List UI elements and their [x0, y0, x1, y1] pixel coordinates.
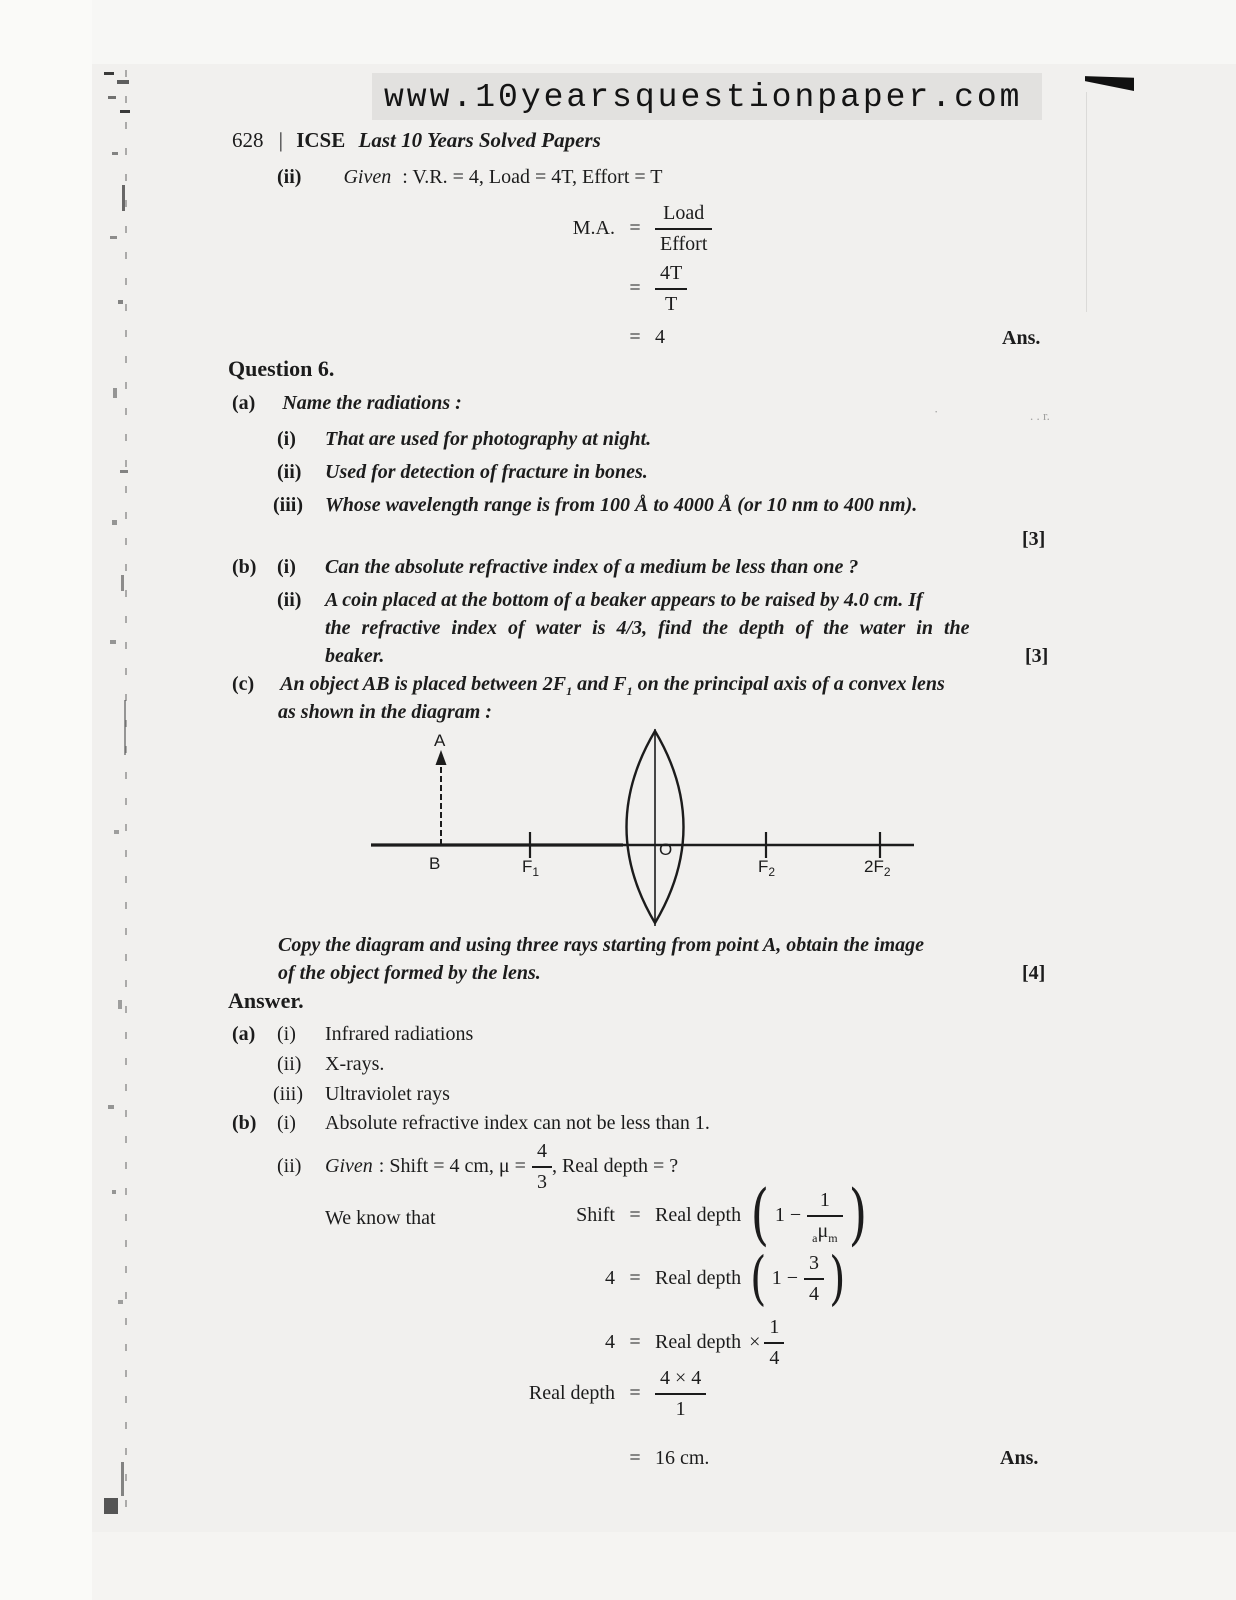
scan-artifact	[118, 300, 123, 304]
fraction-denominator: 1	[675, 1398, 686, 1420]
subscript-m: m	[828, 1231, 838, 1245]
subscript: 1	[626, 684, 633, 698]
q6b-ii-line2: the refractive index of water is 4/3, find the depth of the water in the	[325, 617, 970, 639]
result-value: 4	[655, 326, 665, 348]
ans-label: Ans.	[1000, 1447, 1039, 1469]
equals-sign: =	[629, 1447, 641, 1469]
item-text: An object AB is placed between $2F_1$ and $F_1$ on the principal axis of a convex lens	[280, 673, 945, 698]
equation-ma	[380, 199, 1100, 257]
scan-artifact	[121, 575, 124, 591]
answer-b-line1	[232, 1112, 710, 1135]
equation-shift	[380, 1176, 1100, 1253]
equation-4t-t	[380, 259, 1100, 317]
answer-a-item	[273, 1083, 450, 1106]
label-o: O	[659, 840, 673, 859]
fraction-numerator: 3	[804, 1249, 824, 1280]
q6b-line1	[232, 556, 858, 579]
fraction-4x4-1	[655, 1364, 706, 1422]
part-label: (b)	[232, 556, 257, 578]
fraction-load-effort	[655, 199, 712, 257]
scan-artifact: ·	[934, 404, 939, 419]
equals-sign: =	[629, 326, 641, 348]
scan-artifact	[104, 72, 114, 75]
scan-artifact	[112, 152, 118, 155]
we-know-that: We know that	[325, 1207, 436, 1229]
equation-final	[380, 1447, 1100, 1470]
fraction-numerator: Load	[655, 199, 712, 230]
scan-artifact	[118, 1300, 123, 1304]
given-tail: , Real depth = ?	[551, 1154, 679, 1177]
scan-artifact	[112, 1190, 116, 1194]
item-numeral: (i)	[277, 1112, 296, 1134]
given-word: Given	[325, 1154, 373, 1177]
website-watermark: www.10yearsquestionpaper.com	[384, 79, 1023, 116]
header-separator: |	[278, 128, 283, 152]
final-result: 16 cm.	[655, 1447, 710, 1469]
item-text: Infrared radiations	[325, 1023, 474, 1045]
fraction-numerator: 4	[532, 1137, 552, 1168]
equation-real-depth	[380, 1364, 1100, 1422]
scan-artifact	[114, 830, 119, 834]
equation-4-real-depth	[380, 1244, 1100, 1312]
scan-artifact	[108, 1105, 114, 1109]
fraction-numerator: 4 × 4	[655, 1364, 706, 1395]
item-numeral: (i)	[277, 1023, 296, 1045]
open-paren: (	[750, 1176, 770, 1253]
part-label: (c)	[232, 673, 255, 695]
item-numeral: (ii)	[277, 589, 302, 611]
q6a-intro: Name the radiations :	[282, 392, 462, 414]
real-depth-label: Real depth	[655, 1203, 742, 1226]
scan-artifact	[120, 110, 130, 113]
scan-artifact	[122, 185, 125, 211]
label-f2: $F_2$	[758, 857, 776, 879]
scan-artifact	[120, 470, 128, 473]
page-top-margin	[92, 0, 1236, 64]
item-text: Can the absolute refractive index of a medium be less than one ?	[325, 556, 859, 578]
q6c-line2: as shown in the diagram :	[278, 701, 492, 723]
answer-title: Answer.	[228, 988, 304, 1013]
copy-instruction-line1: Copy the diagram and using three rays starting from point A, obtain the image	[278, 934, 925, 956]
page-header	[232, 128, 601, 153]
book-series: ICSE	[296, 128, 346, 152]
scan-artifact: . . r.	[1030, 408, 1050, 423]
given-values: : V.R. = 4, Load = 4T, Effort = T	[402, 166, 663, 188]
fraction-1-4	[764, 1313, 784, 1371]
close-paren: )	[829, 1244, 846, 1312]
one-minus: 1 −	[771, 1266, 799, 1289]
lhs-value: 4	[605, 1330, 615, 1353]
subscript-a: a	[812, 1231, 818, 1245]
equals-sign: =	[629, 1203, 641, 1226]
fraction-denominator: 4	[809, 1283, 820, 1305]
fraction-4t-t	[655, 259, 687, 317]
equals-sign: =	[629, 216, 641, 239]
item-numeral: (ii)	[277, 166, 302, 188]
scan-artifact	[113, 388, 117, 398]
scan-artifact	[110, 236, 117, 239]
fraction-numerator: 4T	[655, 259, 687, 290]
real-depth-label: Real depth	[655, 1330, 742, 1353]
page-left-margin	[0, 0, 92, 1600]
fraction-1-amum	[807, 1186, 842, 1244]
item-numeral: (i)	[277, 556, 296, 578]
fraction-numerator: 1	[764, 1313, 784, 1344]
page-bottom-margin	[92, 1532, 1236, 1600]
answer-a-item	[277, 1053, 384, 1076]
subscript: 1	[566, 684, 573, 698]
open-paren: (	[750, 1244, 767, 1312]
item-text: Used for detection of fracture in bones.	[325, 461, 648, 483]
fraction-3-4	[804, 1249, 824, 1307]
real-depth-label: Real depth	[655, 1266, 742, 1289]
fraction-denominator: 3	[536, 1171, 547, 1193]
item-text: X-rays.	[325, 1053, 385, 1075]
q6a-item	[277, 461, 648, 484]
item-text: Ultraviolet rays	[325, 1083, 450, 1105]
scan-artifact	[118, 1000, 122, 1009]
times-sign: ×	[749, 1330, 761, 1353]
label-2f2: $2F_2$	[864, 857, 891, 879]
label-b: B	[429, 854, 441, 873]
marks-badge: [3]	[1022, 528, 1046, 550]
marks-badge: [4]	[1022, 962, 1046, 984]
fraction-denominator	[807, 1217, 842, 1244]
scan-artifact	[117, 80, 129, 84]
item-text: Whose wavelength range is from 100 Å to 4000 Å (or 10 nm to 400 nm).	[325, 494, 918, 516]
item-numeral: (iii)	[273, 494, 303, 516]
ans-label: Ans.	[1002, 327, 1041, 349]
item-text: Absolute refractive index can not be less than 1.	[325, 1112, 710, 1134]
q6a-intro-line	[232, 392, 462, 415]
item-numeral: (i)	[277, 428, 296, 450]
label-f1: $F_1$	[522, 857, 540, 879]
scan-artifact	[110, 640, 116, 644]
mu-symbol: μ	[817, 1220, 829, 1242]
fraction-numerator: 1	[807, 1186, 842, 1217]
lhs-value: 4	[605, 1266, 615, 1289]
q6b-ii-line3: beaker.	[325, 645, 385, 667]
fraction-denominator: 4	[769, 1347, 780, 1369]
fraction-denominator: T	[665, 293, 678, 315]
item-text: That are used for photography at night.	[325, 428, 652, 450]
item-numeral: (ii)	[277, 461, 302, 483]
equation-4-quarter	[380, 1313, 1100, 1371]
close-paren: )	[848, 1176, 867, 1253]
prev-solution-given-line	[277, 166, 663, 189]
book-title: Last 10 Years Solved Papers	[358, 128, 601, 152]
ma-label: M.A.	[572, 216, 615, 239]
item-numeral: (iii)	[273, 1083, 303, 1105]
scan-artifact	[121, 1462, 124, 1496]
scan-artifact	[124, 700, 126, 755]
q6a-item	[277, 428, 651, 451]
item-numeral: (ii)	[277, 1154, 302, 1177]
scan-artifact	[104, 1498, 118, 1514]
equals-sign: =	[629, 276, 641, 299]
equals-sign: =	[629, 1330, 641, 1353]
given-word: Given	[343, 166, 392, 188]
scan-artifact	[108, 96, 116, 99]
page-number: 628	[232, 128, 264, 152]
scan-crease-line	[125, 70, 127, 1520]
q6b-ii-line1: A coin placed at the bottom of a beaker appears to be raised by 4.0 cm. If	[325, 589, 923, 611]
one-minus: 1 −	[774, 1203, 802, 1226]
equals-sign: =	[629, 1381, 641, 1404]
answer-a-item	[232, 1023, 473, 1046]
lens-diagram	[368, 724, 928, 932]
copy-instruction-line2: of the object formed by the lens.	[278, 962, 541, 984]
object-arrowhead	[436, 750, 447, 765]
item-numeral: (ii)	[277, 1053, 302, 1075]
q6a-item	[273, 494, 917, 517]
real-depth-label: Real depth	[528, 1381, 615, 1404]
scan-artifact	[112, 520, 117, 525]
equation-result	[380, 326, 1100, 349]
part-label: (a)	[232, 392, 256, 414]
part-label: (b)	[232, 1112, 257, 1134]
part-label: (a)	[232, 1023, 256, 1045]
marks-badge: [3]	[1025, 645, 1049, 667]
equals-sign: =	[629, 1266, 641, 1289]
question-title: Question 6.	[228, 356, 335, 381]
given-values: : Shift = 4 cm, μ =	[378, 1154, 526, 1177]
fraction-denominator: Effort	[660, 233, 708, 255]
q6c-line1	[232, 673, 945, 696]
shift-label: Shift	[576, 1203, 615, 1226]
label-a: A	[434, 731, 446, 750]
page-corner-mark	[1085, 72, 1134, 91]
